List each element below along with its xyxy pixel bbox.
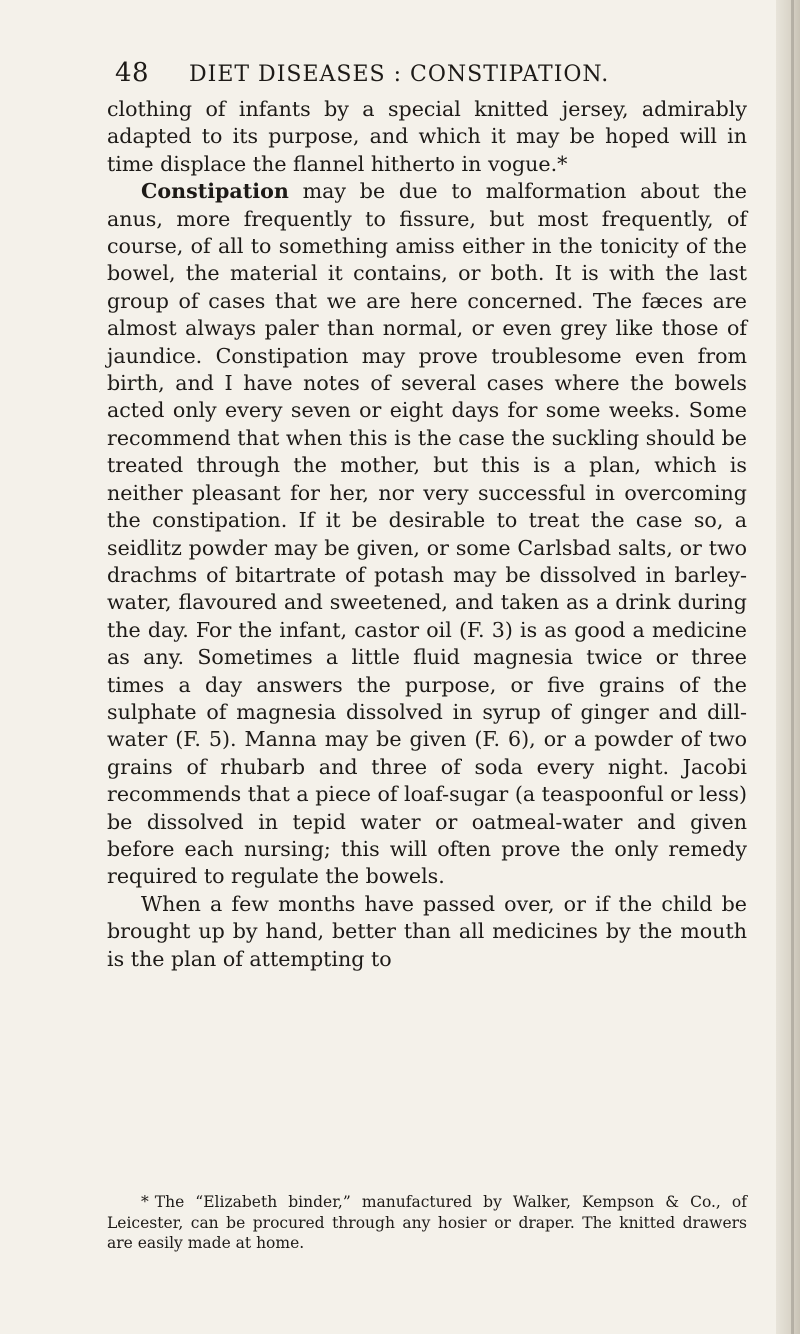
body-text	[107, 96, 747, 973]
footnote-text: The “Elizabeth binder,” manufactured by Walker, Kempson & Co., of Leicester, can be procured through any hosier or draper. The knitted drawers are easily made at home.	[107, 1193, 747, 1252]
page-number: 48	[115, 58, 150, 88]
section-lead-word: Constipation	[141, 179, 289, 204]
footnote-marker: *	[141, 1193, 149, 1211]
binding-shadow	[791, 0, 794, 1334]
constipation-paragraph	[107, 178, 747, 891]
weaning-paragraph: When a few months have passed over, or if the child be brought up by hand, better than all medicines by the mouth is the plan of attempting to	[107, 891, 747, 971]
running-header	[115, 58, 655, 98]
running-title: DIET DISEASES : CONSTIPATION.	[189, 62, 610, 87]
paragraph-text: may be due to malformation about the anus, more frequently to fissure, but most frequently, of course, of all to something amiss either in the tonicity of the bowel, the material it contains, or both. It is with the last group of cases that we are here concerned. The fæces are almost always paler than normal, or even grey like those of jaundice. Constipation may prove troublesome even from birth, and I have notes of several cases where the bowels acted only every seven or eight days for some weeks. Some recommend that when this is the case the suckling should be treated through the mother, but this is a plan, which is neither pleasant for her, nor very successful in overcoming the constipation. If it be desirable to treat the case so, a seidlitz powder may be given, or some Carlsbad salts, or two drachms of bitartrate of potash may be dissolved in barley-water, flavoured and sweetened, and taken as a drink during the day. For the infant, castor oil (F. 3) is as good a medicine as any. Sometimes a little fluid magnesia twice or three times a day answers the purpose, or five grains of the sulphate of magnesia dissolved in syrup of ginger and dill-water (F. 5). Manna may be given (F. 6), or a powder of two grains of rhubarb and three of soda every night. Jacobi recommends that a piece of loaf-sugar (a teaspoonful or less) be dissolved in tepid water or oatmeal-water and given before each nursing; this will often prove the only remedy required to regulate the bowels.	[107, 179, 747, 889]
footnote	[107, 1192, 747, 1254]
page-edge	[776, 0, 800, 1334]
continuation-paragraph: clothing of infants by a special knitted jersey, admirably adapted to its purpose, and which it may be hoped will in time displace the flannel hitherto in vogue.*	[107, 97, 747, 176]
